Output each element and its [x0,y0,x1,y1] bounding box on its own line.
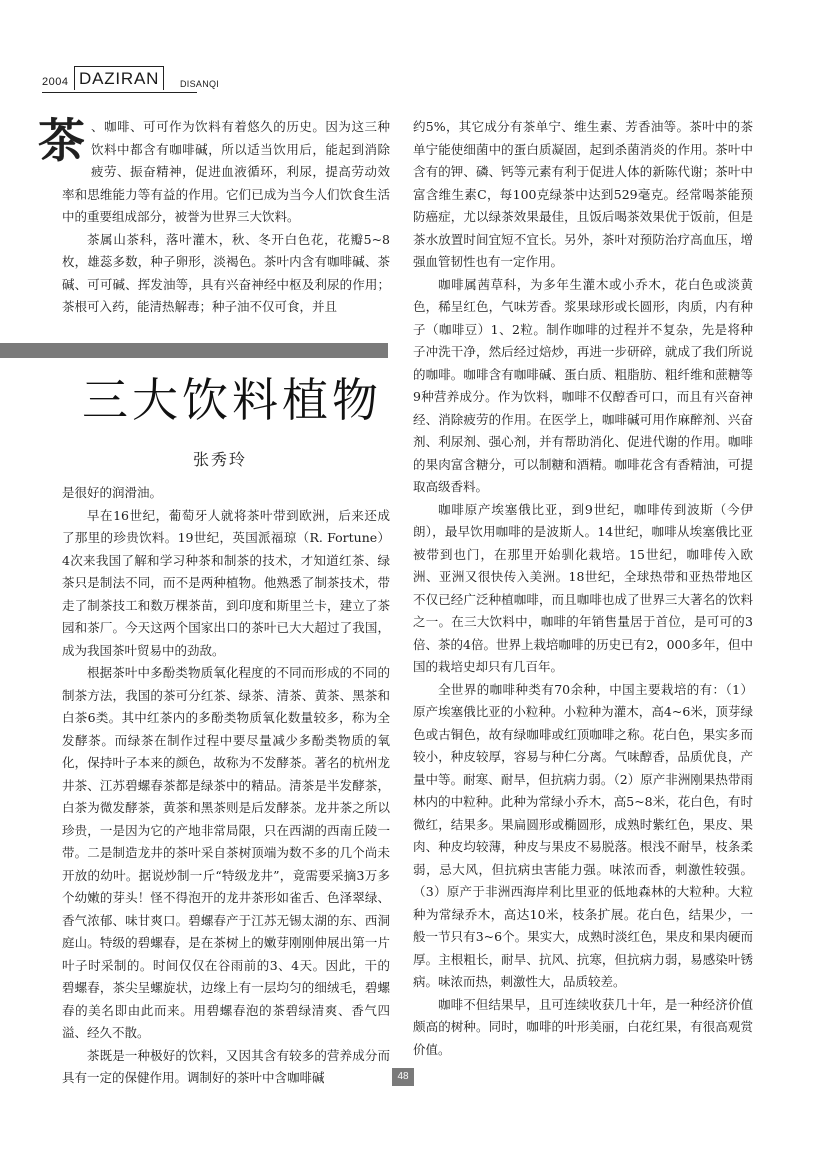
paragraph: 早在16世纪，葡萄牙人就将茶叶带到欧洲，后来还成了那里的珍贵饮料。19世纪，英国派福琼（R. Fortune）4次来我国了解和学习种茶和制茶的技术，才知道红茶、绿茶只是制法不同，而不是两种植物。他熟悉了制茶技术，带走了制茶技工和数万棵茶苗，到印度和斯里兰卡，建立了茶园和茶厂。今天这两个国家出口的茶叶已大大超过了我国，成为我国茶叶贸易中的劲敌。 [62,507,390,658]
article-title: 三大饮料植物 [82,373,382,427]
intro-paragraph: 茶 、咖啡、可可作为饮料有着悠久的历史。因为这三种饮料中都含有咖啡碱，所以适当饮用后，能起到消除疲劳、振奋精神，促进血液循环，利尿，提高劳动效率和思维能力等有益的作用。它们已成为当今人们饮食生活中的重要组成部分，被誉为世界三大饮料。 [38,114,390,224]
article-author: 张秀玲 [193,450,248,469]
paragraph: 根据茶叶中多酚类物质氧化程度的不同而形成的不同的制茶方法，我国的茶可分红茶、绿茶、清茶、黄茶、黑茶和白茶6类。其中红茶内的多酚类物质氧化数量较多，称为全发酵茶。而绿茶在制作过程中要尽量减少多酚类物质的氧化，保持叶子本来的颜色，故称为不发酵茶。著名的杭州龙井茶、江苏碧螺春茶都是绿茶中的精品。清茶是半发酵茶，白茶为微发酵茶，黄茶和黑茶则是后发酵茶。龙井茶之所以珍贵，一是因为它的产地非常局限，只在西湖的西南丘陵一带。二是制造龙井的茶叶采自茶树顶端为数不多的几个尚未开放的幼叶。据说炒制一斤“特级龙井”，竟需要采摘3万多个幼嫩的芽头！怪不得泡开的龙井茶形如雀舌、色泽翠绿、香气浓郁、味甘爽口。碧螺春产于江苏无锡太湖的东、西洞庭山。特级的碧螺春，是在茶树上的嫩芽刚刚伸展出第一片叶子时采制的。时间仅仅在谷雨前的3、4天。因此，干的碧螺春，茶尖呈螺旋状，边缘上有一层均匀的细绒毛，碧螺春的美名即由此而来。用碧螺春泡的茶碧绿清爽、香气四溢、经久不散。 [62,665,390,1040]
left-column-bottom [62,482,390,1090]
left-column-top [38,114,390,319]
drop-cap: 茶 [38,114,85,169]
paragraph: 全世界的咖啡种类有70余种，中国主要栽培的有：（1）原产埃塞俄比亚的小粒种。小粒种为灌木，高4~6米，顶芽绿色或古铜色，故有绿咖啡或红顶咖啡之称。花白色，果实多而较小，种皮较厚，容易与种仁分离。气味醇香，品质优良，产量中等。耐寒、耐旱，但抗病力弱。（2）原产非洲刚果热带雨林内的中粒种。此种为常绿小乔木，高5~8米，花白色，有时微红，结果多。果扁圆形或椭圆形，成熟时紫红色，果皮、果肉、种皮均较薄，种皮与果皮不易脱落。根浅不耐旱，枝条柔弱，忌大风，但抗病虫害能力强。味浓而香，刺激性较强。（3）原产于非洲西海岸利比里亚的低地森林的大粒种。大粒种为常绿乔木，高达10米，枝条扩展。花白色，结果少，一般一节只有3~6个。果实大，成熟时淡红色，果皮和果肉硬而厚。主根粗长，耐旱、抗风、抗寒，但抗病力弱，易感染叶锈病。味浓而热，刺激性大，品质较差。 [413,681,753,989]
page-number: 48 [392,1068,414,1086]
paragraph: 咖啡属茜草科，为多年生灌木或小乔木，花白色或淡黄色，稀呈红色，气味芳香。浆果球形或长圆形，肉质，内有种子（咖啡豆）1、2粒。制作咖啡的过程并不复杂，先是将种子冲洗干净，然后经过焙炒，再进一步研碎，就成了我们所说的咖啡。咖啡含有咖啡碱、蛋白质、粗脂肪、粗纤维和蔗糖等9种营养成分。作为饮料，咖啡不仅醇香可口，而且有兴奋神经、消除疲劳的作用。在医学上，咖啡碱可用作麻醉剂、兴奋剂、利尿剂、强心剂，并有帮助消化、促进代谢的作用。咖啡的果肉富含糖分，可以制糖和酒精。咖啡花含有香精油，可提取高级香料。 [413,276,753,494]
right-column [413,116,753,1061]
paragraph: 是很好的润滑油。 [62,485,163,500]
issue-label: DISANQI [180,79,220,89]
paragraph: 茶属山茶科，落叶灌木，秋、冬开白色花，花瓣5~8枚，雄蕊多数，种子卵形，淡褐色。茶叶内含有咖啡碱、茶碱、可可碱、挥发油等，具有兴奋神经中枢及利尿的作用；茶根可入药，能清热解毒；种子油不仅可食，并且 [62,231,390,314]
paragraph: 咖啡不但结果早，且可连续收获几十年，是一种经济价值颇高的树种。同时，咖啡的叶形美丽，白花红果，有很高观赏价值。 [413,996,753,1057]
header-rule [42,92,197,93]
title-banner-bar [0,343,388,358]
magazine-title: DAZIRAN [74,66,164,90]
header-year: 2004 [42,76,69,88]
paragraph: 茶既是一种极好的饮料，又因其含有较多的营养成分而具有一定的保健作用。调制好的茶叶中含咖啡碱 [62,1047,390,1085]
paragraph: 咖啡原产埃塞俄比亚，到9世纪，咖啡传到波斯（今伊朗），最早饮用咖啡的是波斯人。14世纪，咖啡从埃塞俄比亚被带到也门，在那里开始驯化栽培。15世纪，咖啡传入欧洲、亚洲又很快传入美洲。18世纪，全球热带和亚热带地区不仅已经广泛种植咖啡，而且咖啡也成了世界三大著名的饮料之一。在三大饮料中，咖啡的年销售量居于首位，是可可的3倍、茶的4倍。世界上栽培咖啡的历史已有2，000多年，但中国的栽培史却只有几百年。 [413,501,753,674]
magazine-header [42,62,242,92]
paragraph: 约5%，其它成分有茶单宁、维生素、芳香油等。茶叶中的茶单宁能使细菌中的蛋白质凝固，起到杀菌消炎的作用。茶叶中含有的钾、磷、钙等元素有利于促进人体的新陈代谢；茶叶中富含维生素C，每100克绿茶中达到529毫克。经常喝茶能预防癌症，尤以绿茶效果最佳，且饭后喝茶效果优于饭前，但是茶水放置时间宜短不宜长。另外，茶叶对预防治疗高血压，增强血管韧性也有一定作用。 [413,119,753,269]
